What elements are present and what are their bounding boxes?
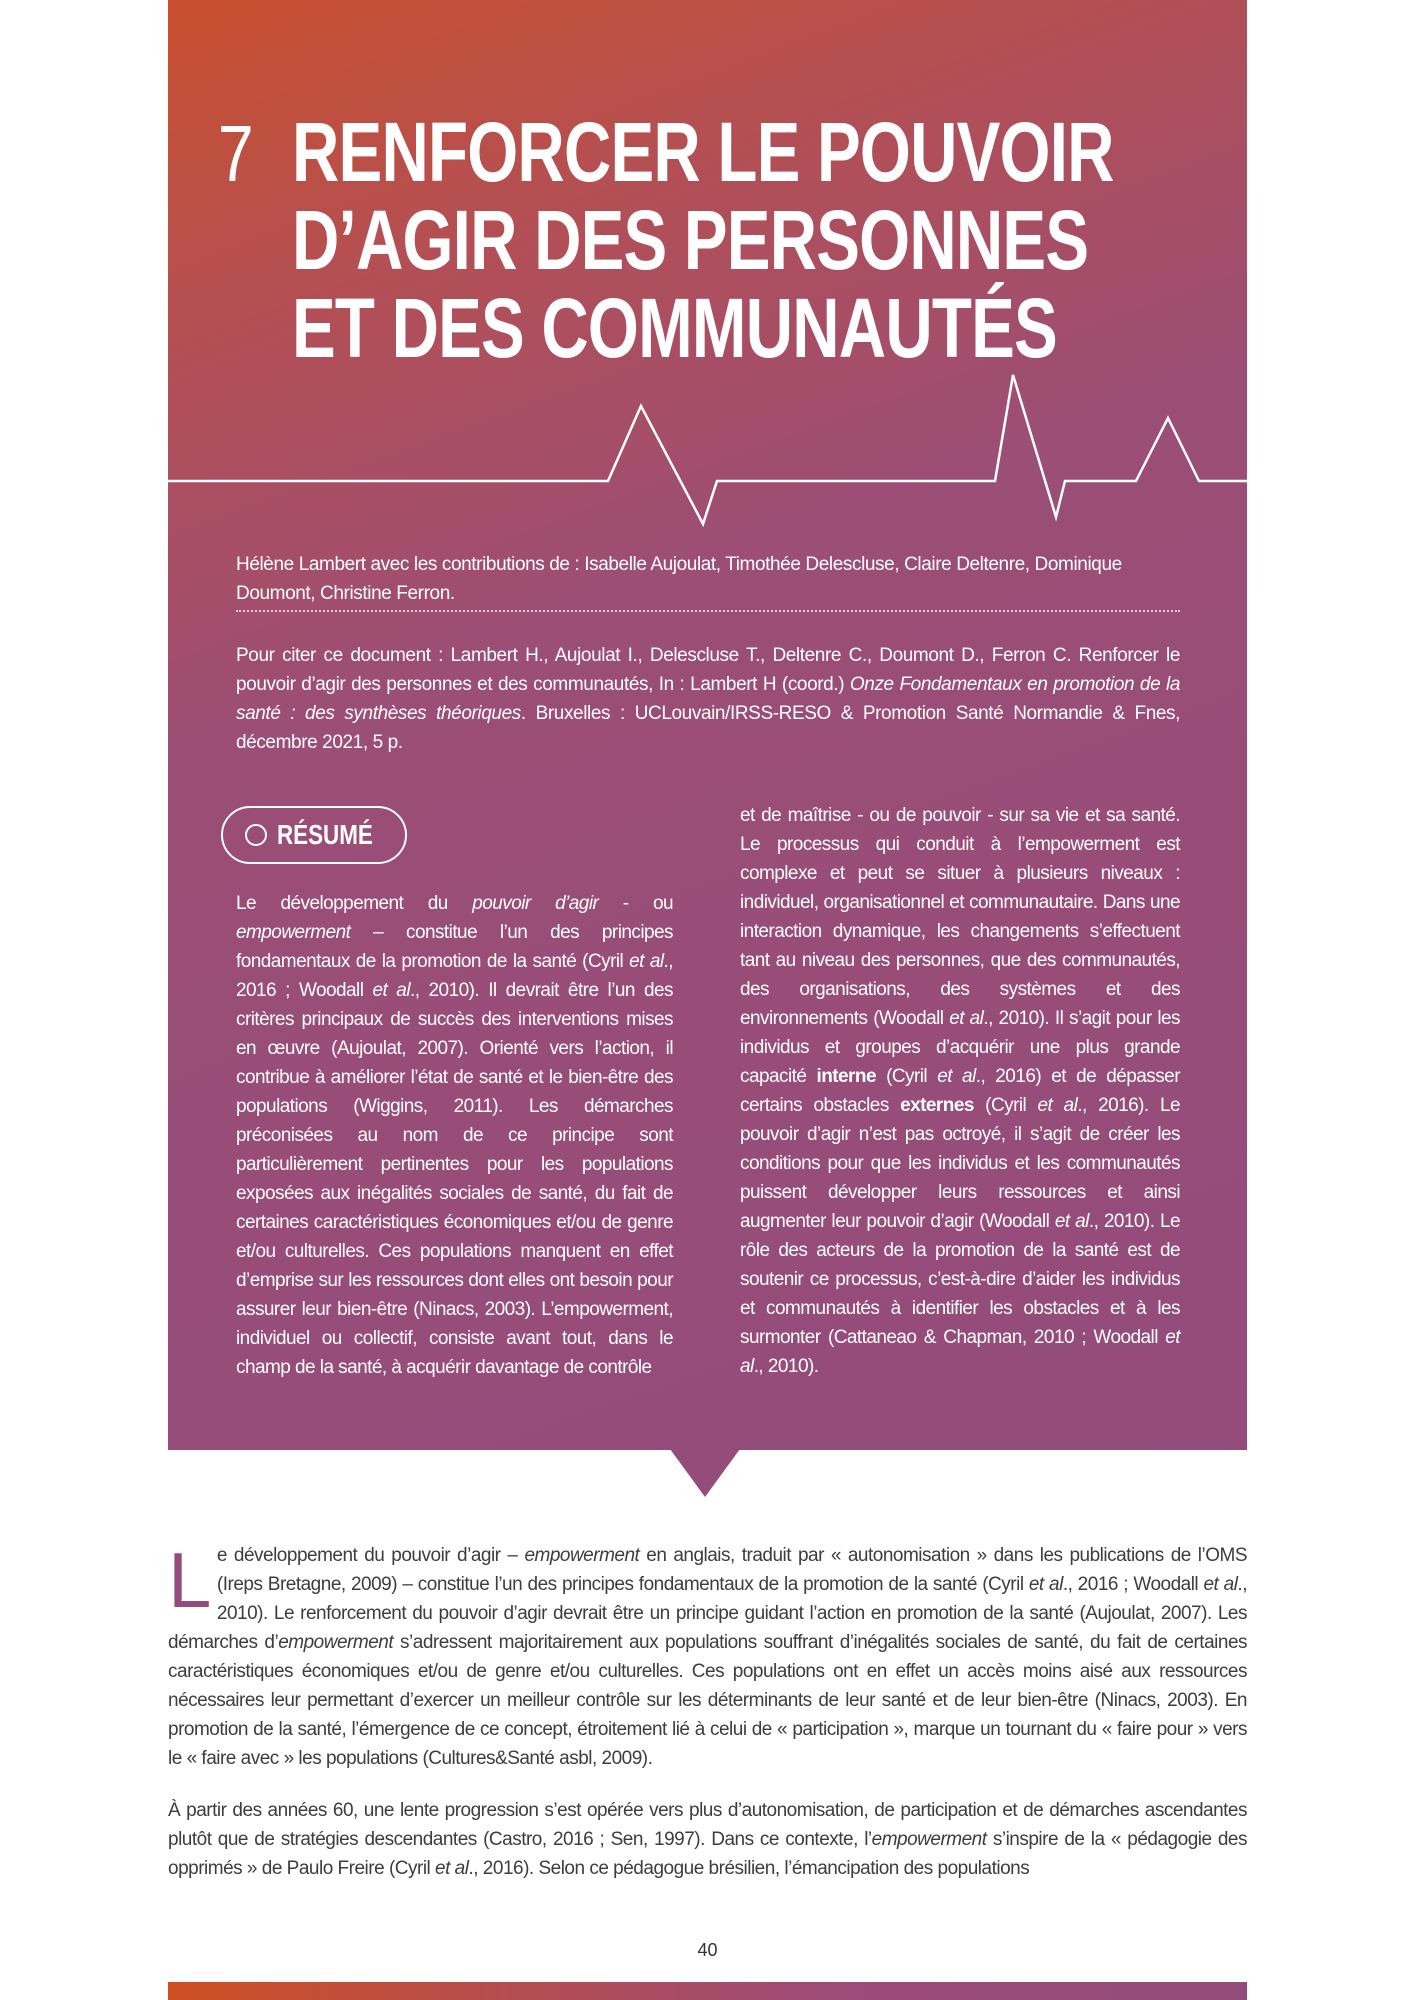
text-segment: ., 2016 ; Woodall [236, 951, 673, 1001]
text-segment: interne [816, 1066, 876, 1087]
text-segment: ., 2010). Il devrait être l’un des critères principaux de succès des interventions mises en œuvre (Aujoulat, 2007). Orienté vers l’action, il contribue à améliorer l’état de santé et le bien-être des populations (Wiggins, 2011). Les démarches préconisées au nom de ce principe sont particulièrement pertinentes pour les populations exposées aux inégalités sociales de santé, du fait de certaines caractéristiques économiques et/ou de genre et/ou culturelles. Ces populations manquent en effet d’emprise sur les ressources dont elles ont besoin pour assurer leur bien-être (Ninacs, 2003). L’empowerment, individuel ou collectif, consiste avant tout, dans le champ de la santé, à acquérir davantage de contrôle [236, 980, 673, 1378]
text-segment: Le développement du [236, 893, 473, 914]
resume-badge [221, 806, 407, 864]
text-segment: ., 2016) et de dépasser certains obstacles [740, 1066, 1180, 1116]
text-segment: empowerment [236, 922, 351, 943]
text-segment: et al [1054, 1211, 1089, 1232]
text-segment: et al [740, 1327, 1180, 1377]
footer-bar [168, 1982, 1247, 2000]
chapter-title [292, 105, 1114, 375]
text-segment: (Cyril [875, 1066, 938, 1087]
text-segment: ., 2010). Il s’agit pour les individus et groupes d’acquérir une plus grande capacité [740, 1008, 1180, 1087]
text-segment: À partir des années 60, une lente progression s’est opérée vers plus d’autonomisation, de participation et de démarches ascendantes plutôt que de stratégies descendantes (Castro, 2016 ; Sen, 1997). Dans ce contexte, l’ [168, 1800, 1247, 1850]
text-segment: et al [372, 980, 410, 1001]
text-segment: empowerment [278, 1632, 394, 1653]
drop-cap: L [168, 1536, 211, 1624]
summary-left-column [236, 889, 673, 1382]
text-segment: ., 2010). Le rôle des acteurs de la promotion de la santé est de soutenir ce processus, c’est-à-dire d’aider les individus et communautés à identifier les obstacles et à les surmonter (Cattaneao & Chapman, 2010 ; Woodall [740, 1211, 1180, 1348]
text-segment: ., 2016). Selon ce pédagogue brésilien, l’émancipation des populations [468, 1858, 1030, 1879]
summary-right-column [740, 801, 1180, 1381]
text-segment: ., 2010). Le renforcement du pouvoir d’agir devrait être un principe guidant l’action en promotion de la santé (Aujoulat, 2007). Les démarches d’ [168, 1574, 1247, 1653]
text-segment: - ou [598, 893, 673, 914]
text-segment: e développement du pouvoir d’agir – [216, 1545, 525, 1566]
page-number: 40 [697, 1940, 718, 1960]
text-segment: et al [435, 1858, 469, 1879]
text-segment: et al [1037, 1095, 1078, 1116]
resume-label: RÉSUMÉ [277, 819, 373, 850]
text-segment: et al [949, 1008, 984, 1029]
text-segment: et al [1028, 1574, 1063, 1595]
text-segment: et al [629, 951, 664, 972]
body-text [168, 1536, 1248, 1906]
text-segment: ., 2016). Le pouvoir d’agir n’est pas octroyé, il s’agit de créer les conditions pour que les individus et les communautés puissent développer leurs ressources et ainsi augmenter leur pouvoir d’agir (Woodall [740, 1095, 1181, 1232]
text-segment: ., 2016 ; Woodall [1062, 1574, 1204, 1595]
text-segment: ., 2010). [753, 1356, 819, 1377]
text-segment: externes [900, 1095, 974, 1116]
text-segment: et de maîtrise - ou de pouvoir - sur sa vie et sa santé. Le processus qui conduit à l’empowerment est complexe et peut se situer à plusieurs niveaux : individuel, organisationnel et communautaire. Dans une interaction dynamique, les changements s’effectuent tant au niveau des personnes, que des communautés, des organisations, des systèmes et des environnements (Woodall [740, 805, 1180, 1029]
text-segment: (Cyril [973, 1095, 1038, 1116]
text-segment: et al [1203, 1574, 1238, 1595]
title-line: D’AGIR DES PERSONNES [292, 193, 1089, 287]
authors: Hélène Lambert avec les contributions de : Isabelle Aujoulat, Timothée Delescluse, Claire Deltenre, Dominique Doumont, Christine Ferron. [236, 554, 1122, 604]
text-segment: empowerment [871, 1829, 987, 1850]
text-segment: Pour citer ce document : Lambert H., Aujoulat I., Delescluse T., Deltenre C., Doumont D., Ferron C. Renforcer le pouvoir d’agir des personnes et des communautés, In : Lambert H (coord.) [236, 645, 1180, 695]
circle-icon [245, 824, 267, 846]
paragraph-text [168, 1536, 1248, 1769]
citation [236, 641, 1180, 757]
text-segment: s’adressent majoritairement aux populations souffrant d’inégalités sociales de santé, du fait de certaines caractéristiques économiques et/ou de genre et/ou culturelles. Ces populations ont en effet un accès moins aisé aux ressources nécessaires leur permettant d’exercer un meilleur contrôle sur les déterminants de leur santé et de leur bien-être (Ninacs, 2003). En promotion de la santé, l’émergence de ce concept, étroitement lié à celui de « participation », marque un tournant du « faire pour » vers le « faire avec » les populations (Cultures&Santé asbl, 2009). [168, 1632, 1248, 1769]
text-segment: en anglais, traduit par « autonomisation » dans les publications de l’OMS (Ireps Bretagne, 2009) – constitue l’un des principes fondamentaux de la promotion de la santé (Cyril [216, 1545, 1248, 1595]
text-segment: . Bruxelles : UCLouvain/IRSS-RESO & Promotion Santé Normandie & Fnes, décembre 2021, 5 p. [236, 703, 1181, 753]
text-segment: et al [937, 1066, 976, 1087]
paragraph [168, 1796, 1247, 1883]
title-line: ET DES COMMUNAUTÉS [292, 281, 1057, 375]
text-segment: empowerment [524, 1545, 640, 1566]
chapter-number: 7 [218, 109, 254, 198]
title-line: RENFORCER LE POUVOIR [292, 105, 1114, 199]
panel-pointer [670, 1449, 740, 1497]
paragraph [168, 1536, 1248, 1773]
text-segment: Onze Fondamentaux en promotion de la santé : des synthèses théoriques [236, 674, 1180, 724]
text-segment: s’inspire de la « pédagogie des opprimés » de Paulo Freire (Cyril [168, 1829, 1247, 1879]
text-segment: – constitue l’un des principes fondamentaux de la promotion de la santé (Cyril [236, 922, 673, 972]
text-segment: pouvoir d’agir [472, 893, 599, 914]
dotted-divider [236, 610, 1180, 612]
